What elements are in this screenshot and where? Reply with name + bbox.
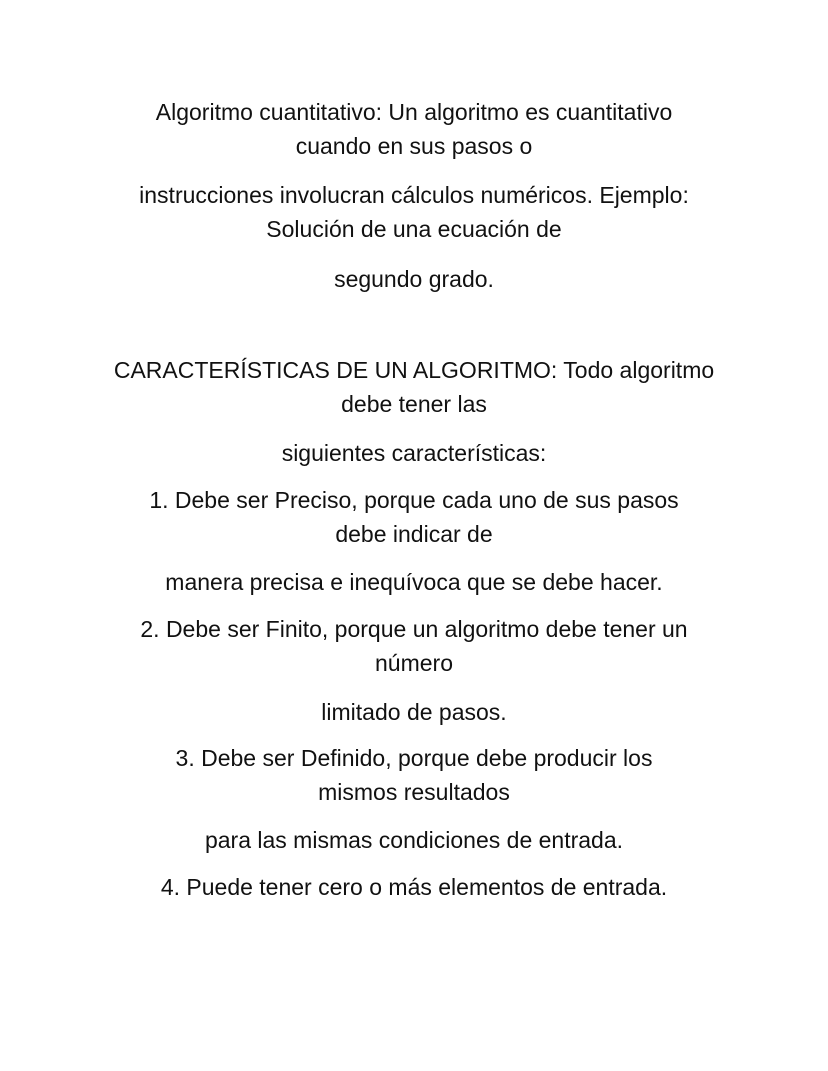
text-line: debe indicar de (335, 521, 493, 547)
paragraph-numeric-calculations (60, 178, 768, 246)
paragraph-item-3-defined (60, 741, 768, 809)
paragraph-quantitative-algorithm (60, 95, 768, 163)
paragraph-following-characteristics (60, 436, 768, 470)
text-line: mismos resultados (318, 779, 510, 805)
paragraph-second-degree (60, 262, 768, 296)
text-line: 3. Debe ser Definido, porque debe producir los (175, 745, 653, 771)
paragraph-item-2-finite (60, 612, 768, 680)
text-line: CARACTERÍSTICAS DE UN ALGORITMO: Todo algoritmo (113, 357, 715, 383)
paragraph-item-1-continued (60, 565, 768, 599)
paragraph-item-4-inputs (60, 870, 768, 904)
text-line: para las mismas condiciones de entrada. (204, 827, 624, 853)
text-line: Algoritmo cuantitativo: Un algoritmo es cuantitativo (155, 99, 673, 125)
text-line: manera precisa e inequívoca que se debe hacer. (165, 569, 663, 595)
text-line: segundo grado. (334, 266, 494, 292)
text-line: 2. Debe ser Finito, porque un algoritmo debe tener un (140, 616, 688, 642)
text-line: cuando en sus pasos o (295, 133, 533, 159)
paragraph-characteristics-heading (60, 353, 768, 421)
text-line: instrucciones involucran cálculos numéricos. Ejemplo: (139, 182, 689, 208)
text-line: número (375, 650, 453, 676)
text-line: limitado de pasos. (321, 699, 507, 725)
text-line: siguientes características: (281, 440, 547, 466)
text-line: 1. Debe ser Preciso, porque cada uno de sus pasos (149, 487, 679, 513)
text-line: Solución de una ecuación de (266, 216, 562, 242)
text-line: 4. Puede tener cero o más elementos de entrada. (160, 874, 668, 900)
paragraph-item-2-continued (60, 695, 768, 729)
paragraph-item-1-precise (60, 483, 768, 551)
text-line: debe tener las (341, 391, 487, 417)
paragraph-item-3-continued (60, 823, 768, 857)
